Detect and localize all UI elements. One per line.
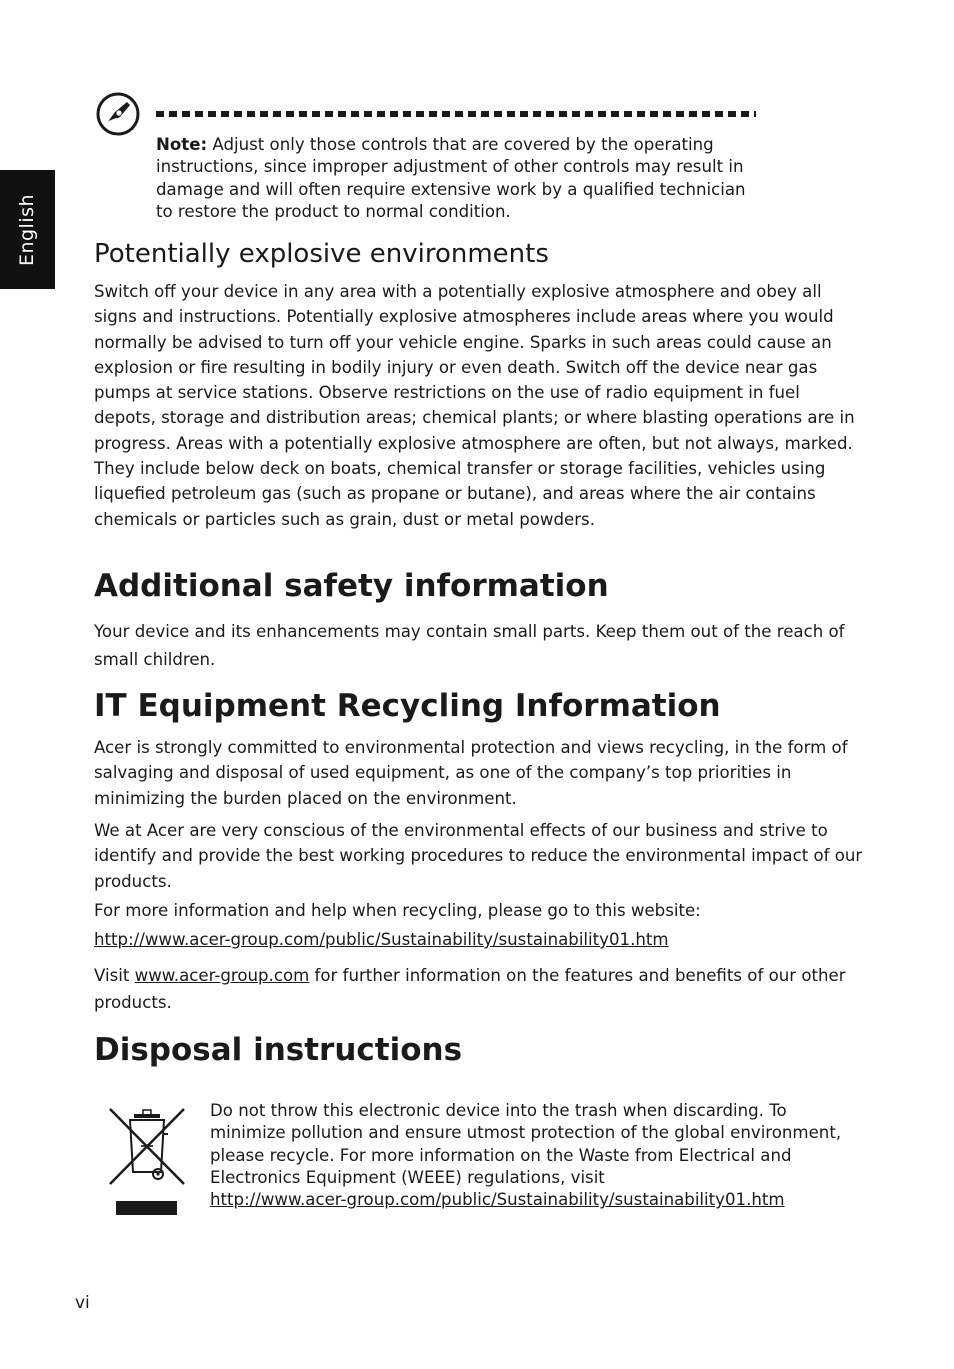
visit-suffix: for further information on the features and benefits of our other products.: [94, 966, 846, 1012]
acer-group-link[interactable]: www.acer-group.com: [134, 966, 310, 985]
disposal-text: [210, 1100, 850, 1211]
recycling-para-2: We at Acer are very conscious of the environmental effects of our business and strive to identify and provide the best working procedures to reduce the environmental impact of our products.: [94, 821, 863, 891]
disposal-heading: Disposal instructions: [94, 1032, 463, 1068]
recycling-link[interactable]: http://www.acer-group.com/public/Sustainability/sustainability01.htm: [94, 930, 669, 949]
disposal-link[interactable]: http://www.acer-group.com/public/Sustainability/sustainability01.htm: [210, 1190, 785, 1210]
note-icon: [95, 91, 141, 137]
disposal-body: Do not throw this electronic device into the trash when discarding. To minimize pollution and ensure utmost protection of the global environment, please recycle. For more information on the Waste from Electrical and Electronics Equipment (WEEE) regulations, visit: [210, 1101, 842, 1187]
language-tab-label: English: [16, 193, 38, 267]
explosive-heading: Potentially explosive environments: [94, 239, 549, 269]
recycling-para-1: Acer is strongly committed to environmental protection and views recycling, in the form of salvaging and disposal of used equipment, as one of the company’s top priorities in minimizing the burden placed on the environment.: [94, 738, 848, 808]
recycling-para-3: For more information and help when recycling, please go to this website:: [94, 901, 701, 920]
weee-crossed-bin-icon: [108, 1104, 186, 1219]
note-body: Adjust only those controls that are covered by the operating instructions, since improper adjustment of other controls may result in damage and will often require extensive work by a qualified technician to restore the product to normal condition.: [156, 135, 746, 221]
explosive-body: Switch off your device in any area with a potentially explosive atmosphere and obey all signs and instructions. Potentially explosive atmospheres include areas where you would normally be advised to turn off your vehicle engine. Sparks in such areas could cause an explosion or fire resulting in bodily injury or even death. Switch off the device near gas pumps at service stations. Observe restrictions on the use of radio equipment in fuel depots, storage and distribution areas; chemical plants; or where blasting operations are in progress. Areas with a potentially explosive atmosphere are often, but not always, marked. They include below deck on boats, chemical transfer or storage facilities, vehicles using liquefied petroleum gas (such as propane or butane), and areas where the air contains chemicals or particles such as grain, dust or metal powders.: [94, 282, 855, 529]
additional-body: Your device and its enhancements may contain small parts. Keep them out of the reach of small children.: [94, 622, 845, 669]
note-divider: [156, 111, 756, 117]
visit-prefix: Visit: [94, 966, 135, 985]
page-number: vi: [75, 1293, 90, 1313]
note-text: [156, 134, 756, 223]
recycling-link-line: [94, 927, 864, 952]
recycling-heading: IT Equipment Recycling Information: [94, 688, 721, 724]
language-tab: [0, 170, 55, 289]
additional-heading: Additional safety information: [94, 568, 609, 604]
note-label: Note:: [156, 135, 208, 154]
visit-para: [94, 962, 864, 1016]
